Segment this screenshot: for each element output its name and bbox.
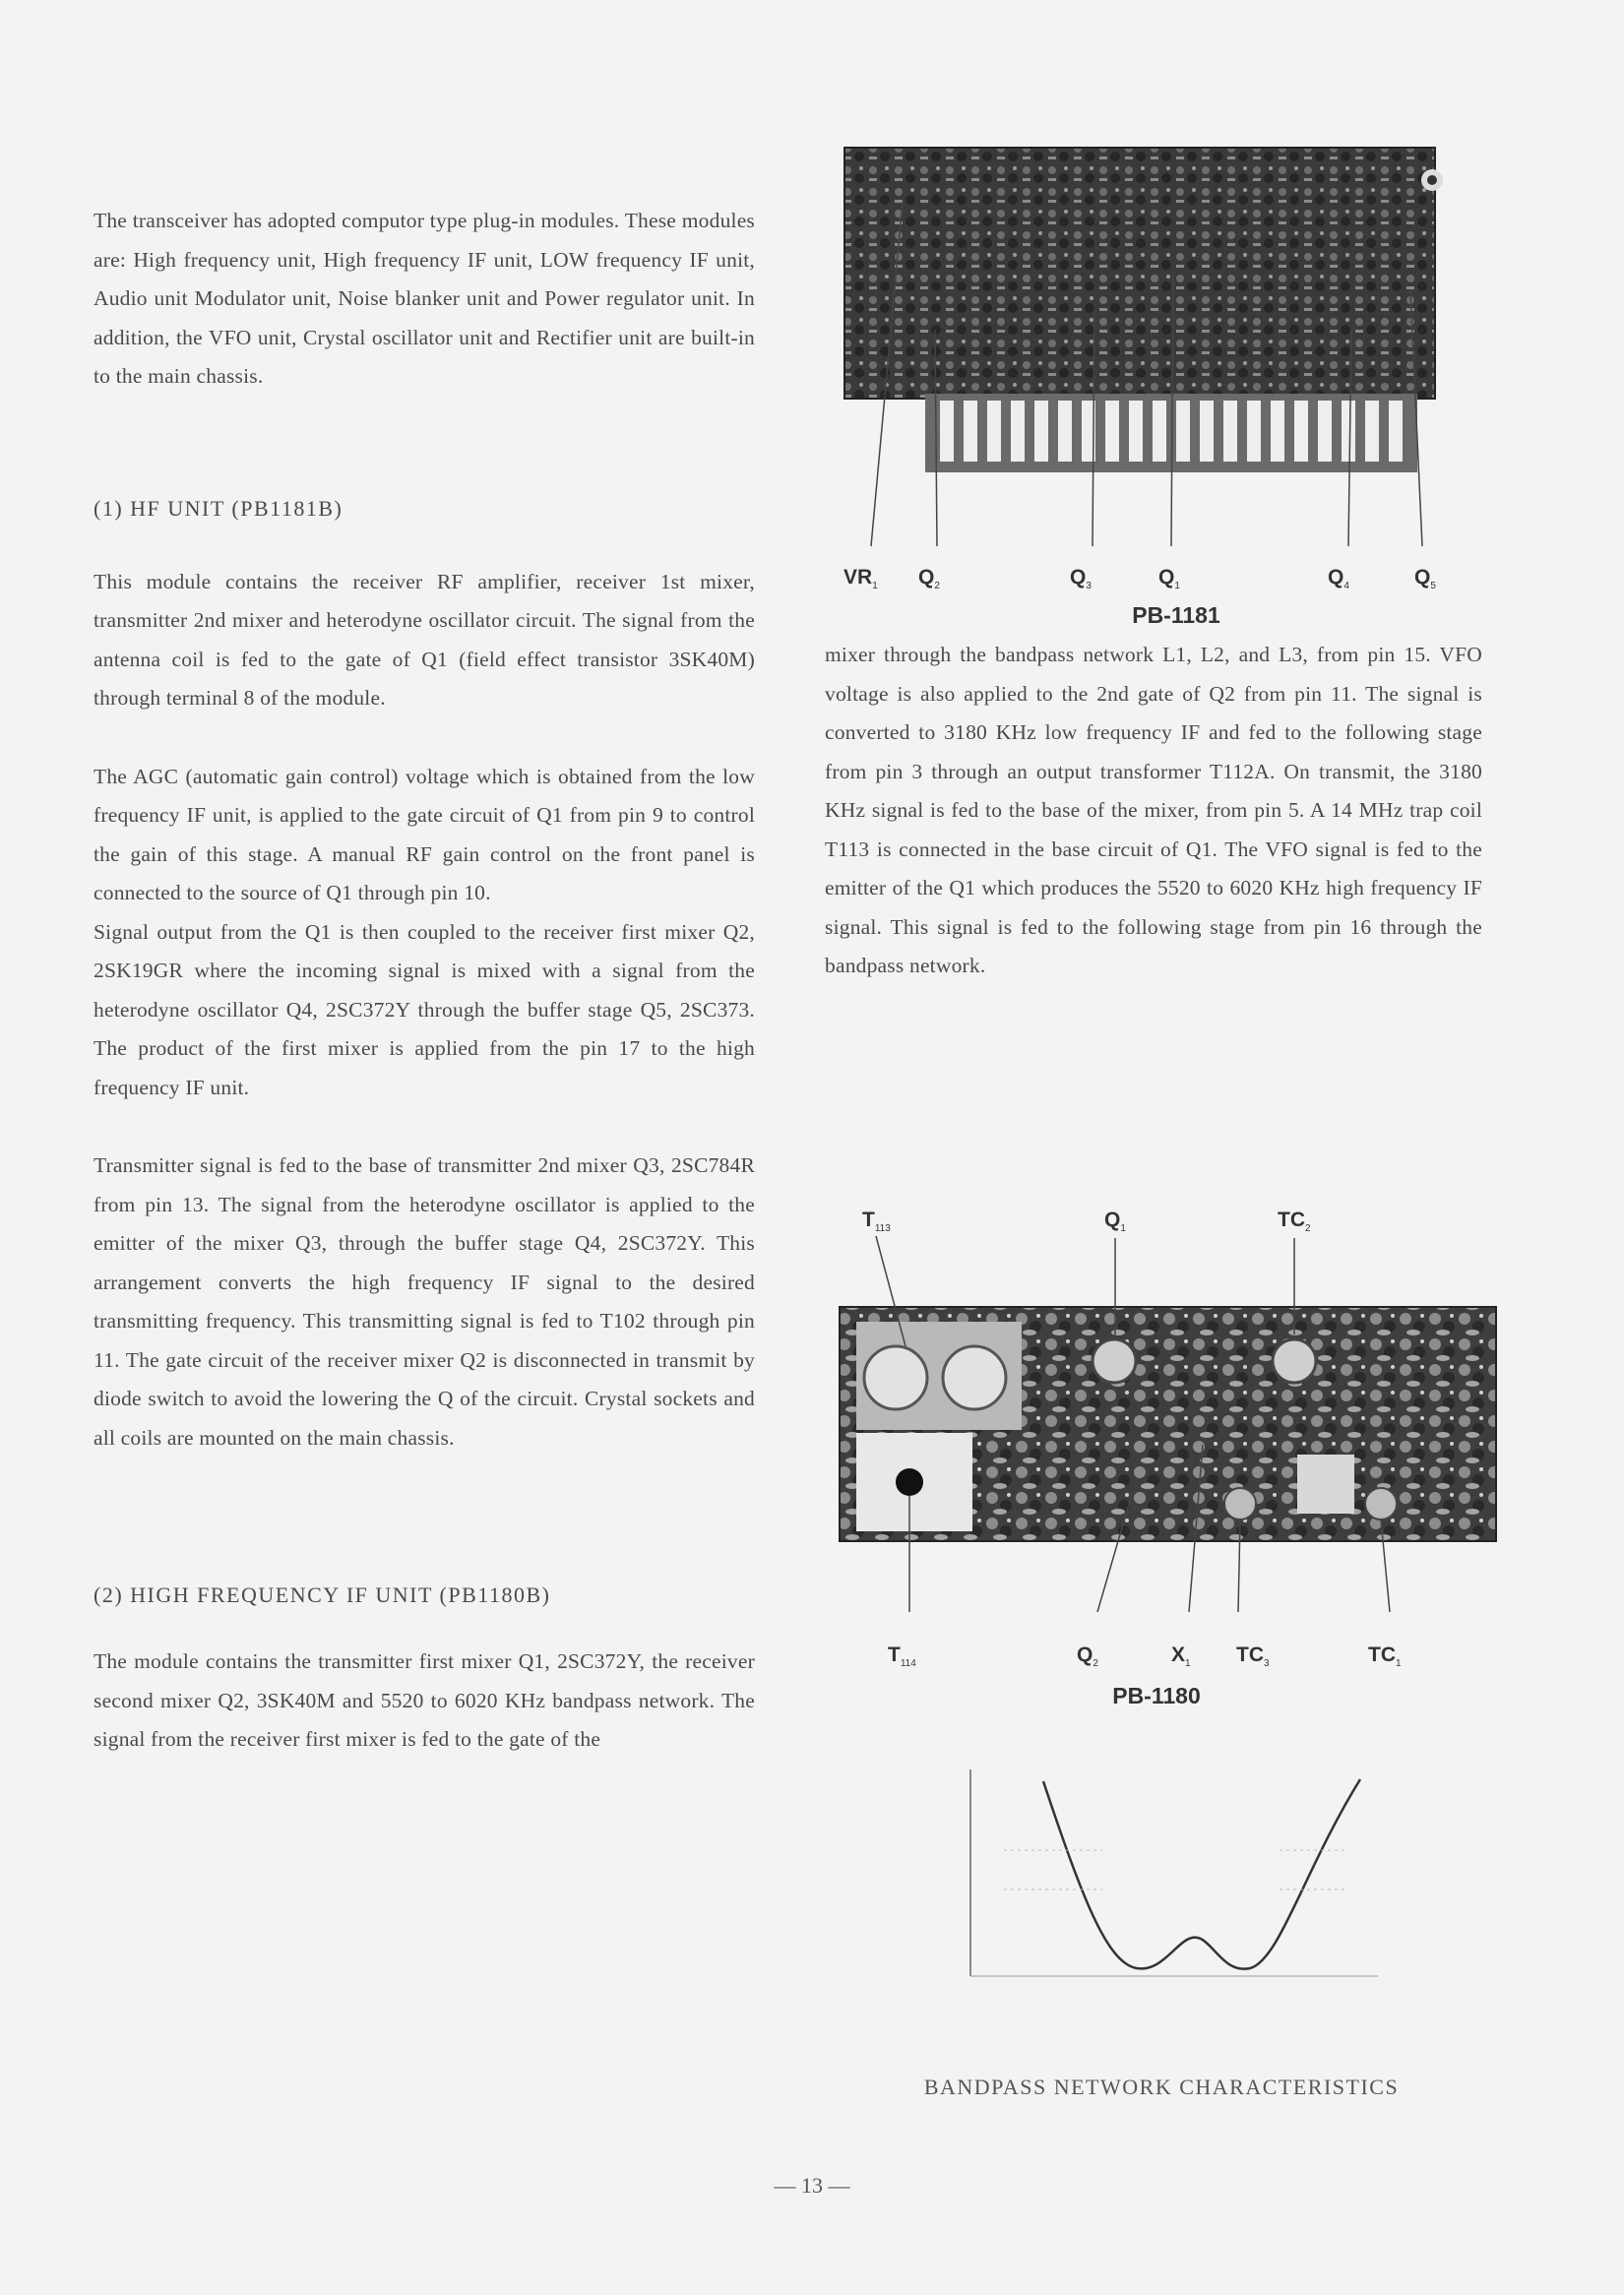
bandpass-caption: BANDPASS NETWORK CHARACTERISTICS bbox=[923, 2075, 1400, 2099]
callout-text: VR bbox=[843, 566, 873, 589]
pb1180-figure bbox=[837, 1209, 1506, 1720]
callout-q1 bbox=[1158, 566, 1180, 591]
callout-text: TC bbox=[1278, 1209, 1305, 1231]
callout-vr1 bbox=[843, 566, 878, 591]
callout-sub: 4 bbox=[1343, 581, 1349, 592]
bandpass-curve bbox=[886, 1752, 1437, 2017]
pb1180-label: PB-1180 bbox=[1112, 1683, 1201, 1708]
callout-sub: 2 bbox=[1093, 1658, 1098, 1670]
callout-sub: 1 bbox=[1120, 1223, 1126, 1235]
callout-q2-bottom bbox=[1077, 1644, 1098, 1669]
callout-sub: 1 bbox=[872, 581, 878, 592]
callout-sub: 2 bbox=[1305, 1223, 1311, 1235]
callout-sub: 3 bbox=[1086, 581, 1092, 592]
hf-unit-paragraph-1: This module contains the receiver RF amplifier, receiver 1st mixer, transmitter 2nd mixer and heterodyne oscillator circuit. The signal from the antenna coil is fed to the gate of Q1 (field effect transistor 3SK40M) through terminal 8 of the module. bbox=[94, 569, 755, 710]
callout-q3 bbox=[1070, 566, 1092, 591]
pb1181-label: PB-1181 bbox=[1132, 602, 1220, 628]
callout-text: T bbox=[862, 1209, 875, 1231]
callout-q4 bbox=[1328, 566, 1349, 591]
callout-x1 bbox=[1171, 1644, 1191, 1669]
page-number: — 13 — bbox=[774, 2173, 850, 2198]
callout-q5 bbox=[1414, 566, 1436, 591]
hf-unit-paragraph-4: Transmitter signal is fed to the base of transmitter 2nd mixer Q3, 2SC784R from pin 13. The signal from the heterodyne oscillator is applied to the emitter of the mixer Q3, through the buffer stage Q4, 2SC372Y. This arrangement converts the high frequency IF signal to the desired transmitting frequency. This transmitting signal is fed to T102 through pin 11. The gate circuit of the receiver mixer Q2 is disconnected in transmit by diode switch to avoid the lowering the Q of the circuit. Crystal sockets and all coils are mounted on the main chassis. bbox=[94, 1153, 755, 1450]
intro-paragraph: The transceiver has adopted computor type plug-in modules. These modules are: High frequency unit, High frequency IF unit, LOW frequency IF unit, Audio unit Modulator unit, Noise blanker unit and Power regulator unit. In addition, the VFO unit, Crystal oscillator unit and Rectifier unit are built-in to the main chassis. bbox=[94, 209, 755, 388]
callout-text: T bbox=[888, 1644, 901, 1666]
callout-text: Q bbox=[1158, 566, 1175, 589]
right-column bbox=[825, 636, 1482, 986]
callout-text: Q bbox=[1070, 566, 1087, 589]
callout-sub: 1 bbox=[1396, 1658, 1402, 1670]
hf-unit-paragraph-3: Signal output from the Q1 is then coupled to the receiver first mixer Q2, 2SK19GR where the incoming signal is mixed with a signal from the heterodyne oscillator Q4, 2SC372Y through the buffer stage Q5, 2SC373. The product of the first mixer is applied from the pin 17 to the high frequency IF unit. bbox=[94, 919, 755, 1099]
callout-sub: 114 bbox=[900, 1658, 916, 1670]
callout-text: Q bbox=[1328, 566, 1344, 589]
section-heading-hf-if-unit: (2) HIGH FREQUENCY IF UNIT (PB1180B) bbox=[94, 1582, 551, 1607]
callout-t114 bbox=[888, 1644, 916, 1669]
callout-text: Q bbox=[918, 566, 935, 589]
callout-text: Q bbox=[1414, 566, 1431, 589]
left-column bbox=[94, 202, 755, 1760]
callout-sub: 113 bbox=[874, 1223, 891, 1235]
callout-text: TC bbox=[1368, 1644, 1396, 1666]
hf-if-unit-paragraph: The module contains the transmitter first mixer Q1, 2SC372Y, the receiver second mixer Q2, 3SK40M and 5520 to 6020 KHz bandpass network. The signal from the receiver first mixer is fed to the gate of the bbox=[94, 1649, 755, 1751]
pb1181-figure bbox=[842, 143, 1471, 635]
callout-tc1 bbox=[1368, 1644, 1402, 1669]
callout-text: TC bbox=[1236, 1644, 1264, 1666]
callout-sub: 1 bbox=[1174, 581, 1180, 592]
callout-q2 bbox=[918, 566, 940, 591]
callout-text: X bbox=[1171, 1644, 1186, 1666]
callout-sub: 2 bbox=[934, 581, 940, 592]
callout-tc3 bbox=[1236, 1644, 1270, 1669]
callout-text: Q bbox=[1077, 1644, 1093, 1666]
callout-sub: 1 bbox=[1185, 1658, 1191, 1670]
callout-text: Q bbox=[1104, 1209, 1121, 1231]
callout-sub: 3 bbox=[1264, 1658, 1270, 1670]
pb1181-board-photo bbox=[842, 143, 1471, 605]
pb1180-board-photo bbox=[837, 1209, 1506, 1622]
bandpass-figure bbox=[886, 1752, 1437, 2099]
section-heading-hf-unit: (1) HF UNIT (PB1181B) bbox=[94, 495, 344, 521]
callout-sub: 5 bbox=[1430, 581, 1436, 592]
hf-unit-paragraph-2: The AGC (automatic gain control) voltage which is obtained from the low frequency IF unit, is applied to the gate circuit of Q1 from pin 9 to control the gain of this stage. A manual RF gain control on the front panel is connected to the source of Q1 through pin 10. bbox=[94, 764, 755, 904]
hf-if-unit-paragraph-continued: mixer through the bandpass network L1, L2, and L3, from pin 15. VFO voltage is also applied to the 2nd gate of Q2 from pin 11. The signal is converted to 3180 KHz low frequency IF and fed to the following stage from pin 3 through an output transformer T112A. On transmit, the 3180 KHz signal is fed to the base of the mixer, from pin 5. A 14 MHz trap coil T113 is connected in the base circuit of Q1. The VFO signal is fed to the emitter of the Q1 which produces the 5520 to 6020 KHz high frequency IF signal. This signal is fed to the following stage from pin 16 through the bandpass network. bbox=[825, 643, 1482, 977]
